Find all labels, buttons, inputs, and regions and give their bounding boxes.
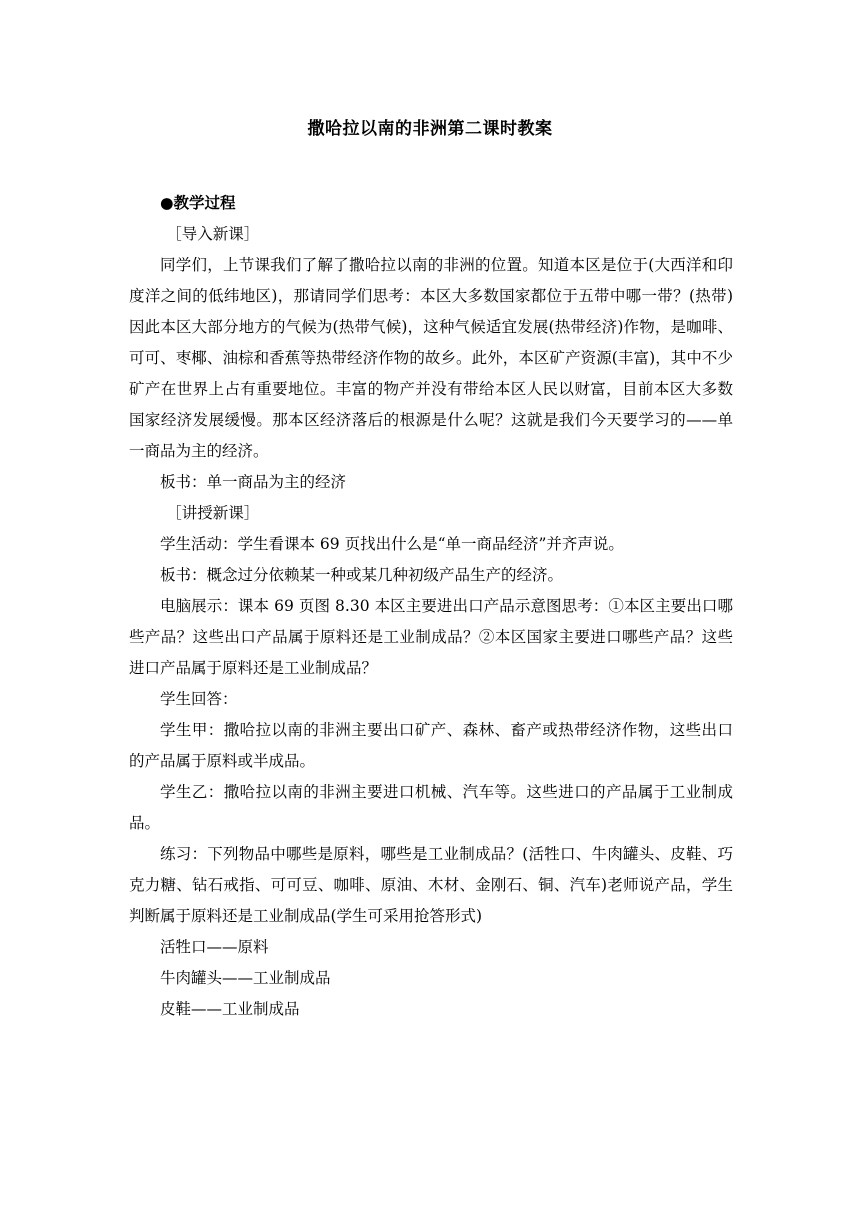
document-body	[129, 188, 733, 1025]
board-note-concept: 板书：概念过分依赖某一种或某几种初级产品生产的经济。	[160, 566, 564, 584]
answer-item: 牛肉罐头——工业制成品	[160, 969, 331, 987]
student-activity: 学生活动：学生看课本 69 页找出什么是“单一商品经济”并齐声说。	[160, 535, 624, 553]
student-a-answer: 学生甲：撒哈拉以南的非洲主要出口矿产、森林、畜产或热带经济作物，这些出口的产品属于原料或半成品。	[129, 721, 733, 770]
intro-paragraph: 同学们，上节课我们了解了撒哈拉以南的非洲的位置。知道本区是位于(大西洋和印度洋之间的低纬地区)，那请同学们思考：本区大多数国家都位于五带中哪一带？(热带)因此本区大部分地方的气候为(热带气候)，这种气候适宜发展(热带经济)作物，是咖啡、可可、枣椰、油棕和香蕉等热带经济作物的故乡。此外，本区矿产资源(丰富)，其中不少矿产在世界上占有重要地位。丰富的物产并没有带给本区人民以财富，目前本区大多数国家经济发展缓慢。那本区经济落后的根源是什么呢？这就是我们今天要学习的——单一商品为主的经济。	[129, 256, 733, 460]
subsection-teaching: ［讲授新课］	[166, 504, 260, 522]
subsection-intro: ［导入新课］	[166, 225, 260, 243]
board-note-topic: 板书：单一商品为主的经济	[160, 473, 347, 491]
student-b-answer: 学生乙：撒哈拉以南的非洲主要进口机械、汽车等。这些进口的产品属于工业制成品。	[129, 783, 733, 832]
document-title: 撒哈拉以南的非洲第二课时教案	[307, 119, 553, 139]
student-answer-label: 学生回答：	[160, 690, 238, 708]
answer-item: 皮鞋——工业制成品	[160, 1000, 300, 1018]
computer-display-question: 电脑展示：课本 69 页图 8.30 本区主要进出口产品示意图思考：①本区主要出口哪些产品？这些出口产品属于原料还是工业制成品？②本区国家主要进口哪些产品？这些进口产品属于原料还是工业制成品？	[129, 597, 733, 677]
exercise-paragraph: 练习：下列物品中哪些是原料，哪些是工业制成品？(活牲口、牛肉罐头、皮鞋、巧克力糖、钻石戒指、可可豆、咖啡、原油、木材、金刚石、铜、汽车)老师说产品，学生判断属于原料还是工业制成品(学生可采用抢答形式)	[129, 845, 733, 925]
answer-item: 活牲口——原料	[160, 938, 269, 956]
section-heading: ●教学过程	[160, 194, 236, 212]
